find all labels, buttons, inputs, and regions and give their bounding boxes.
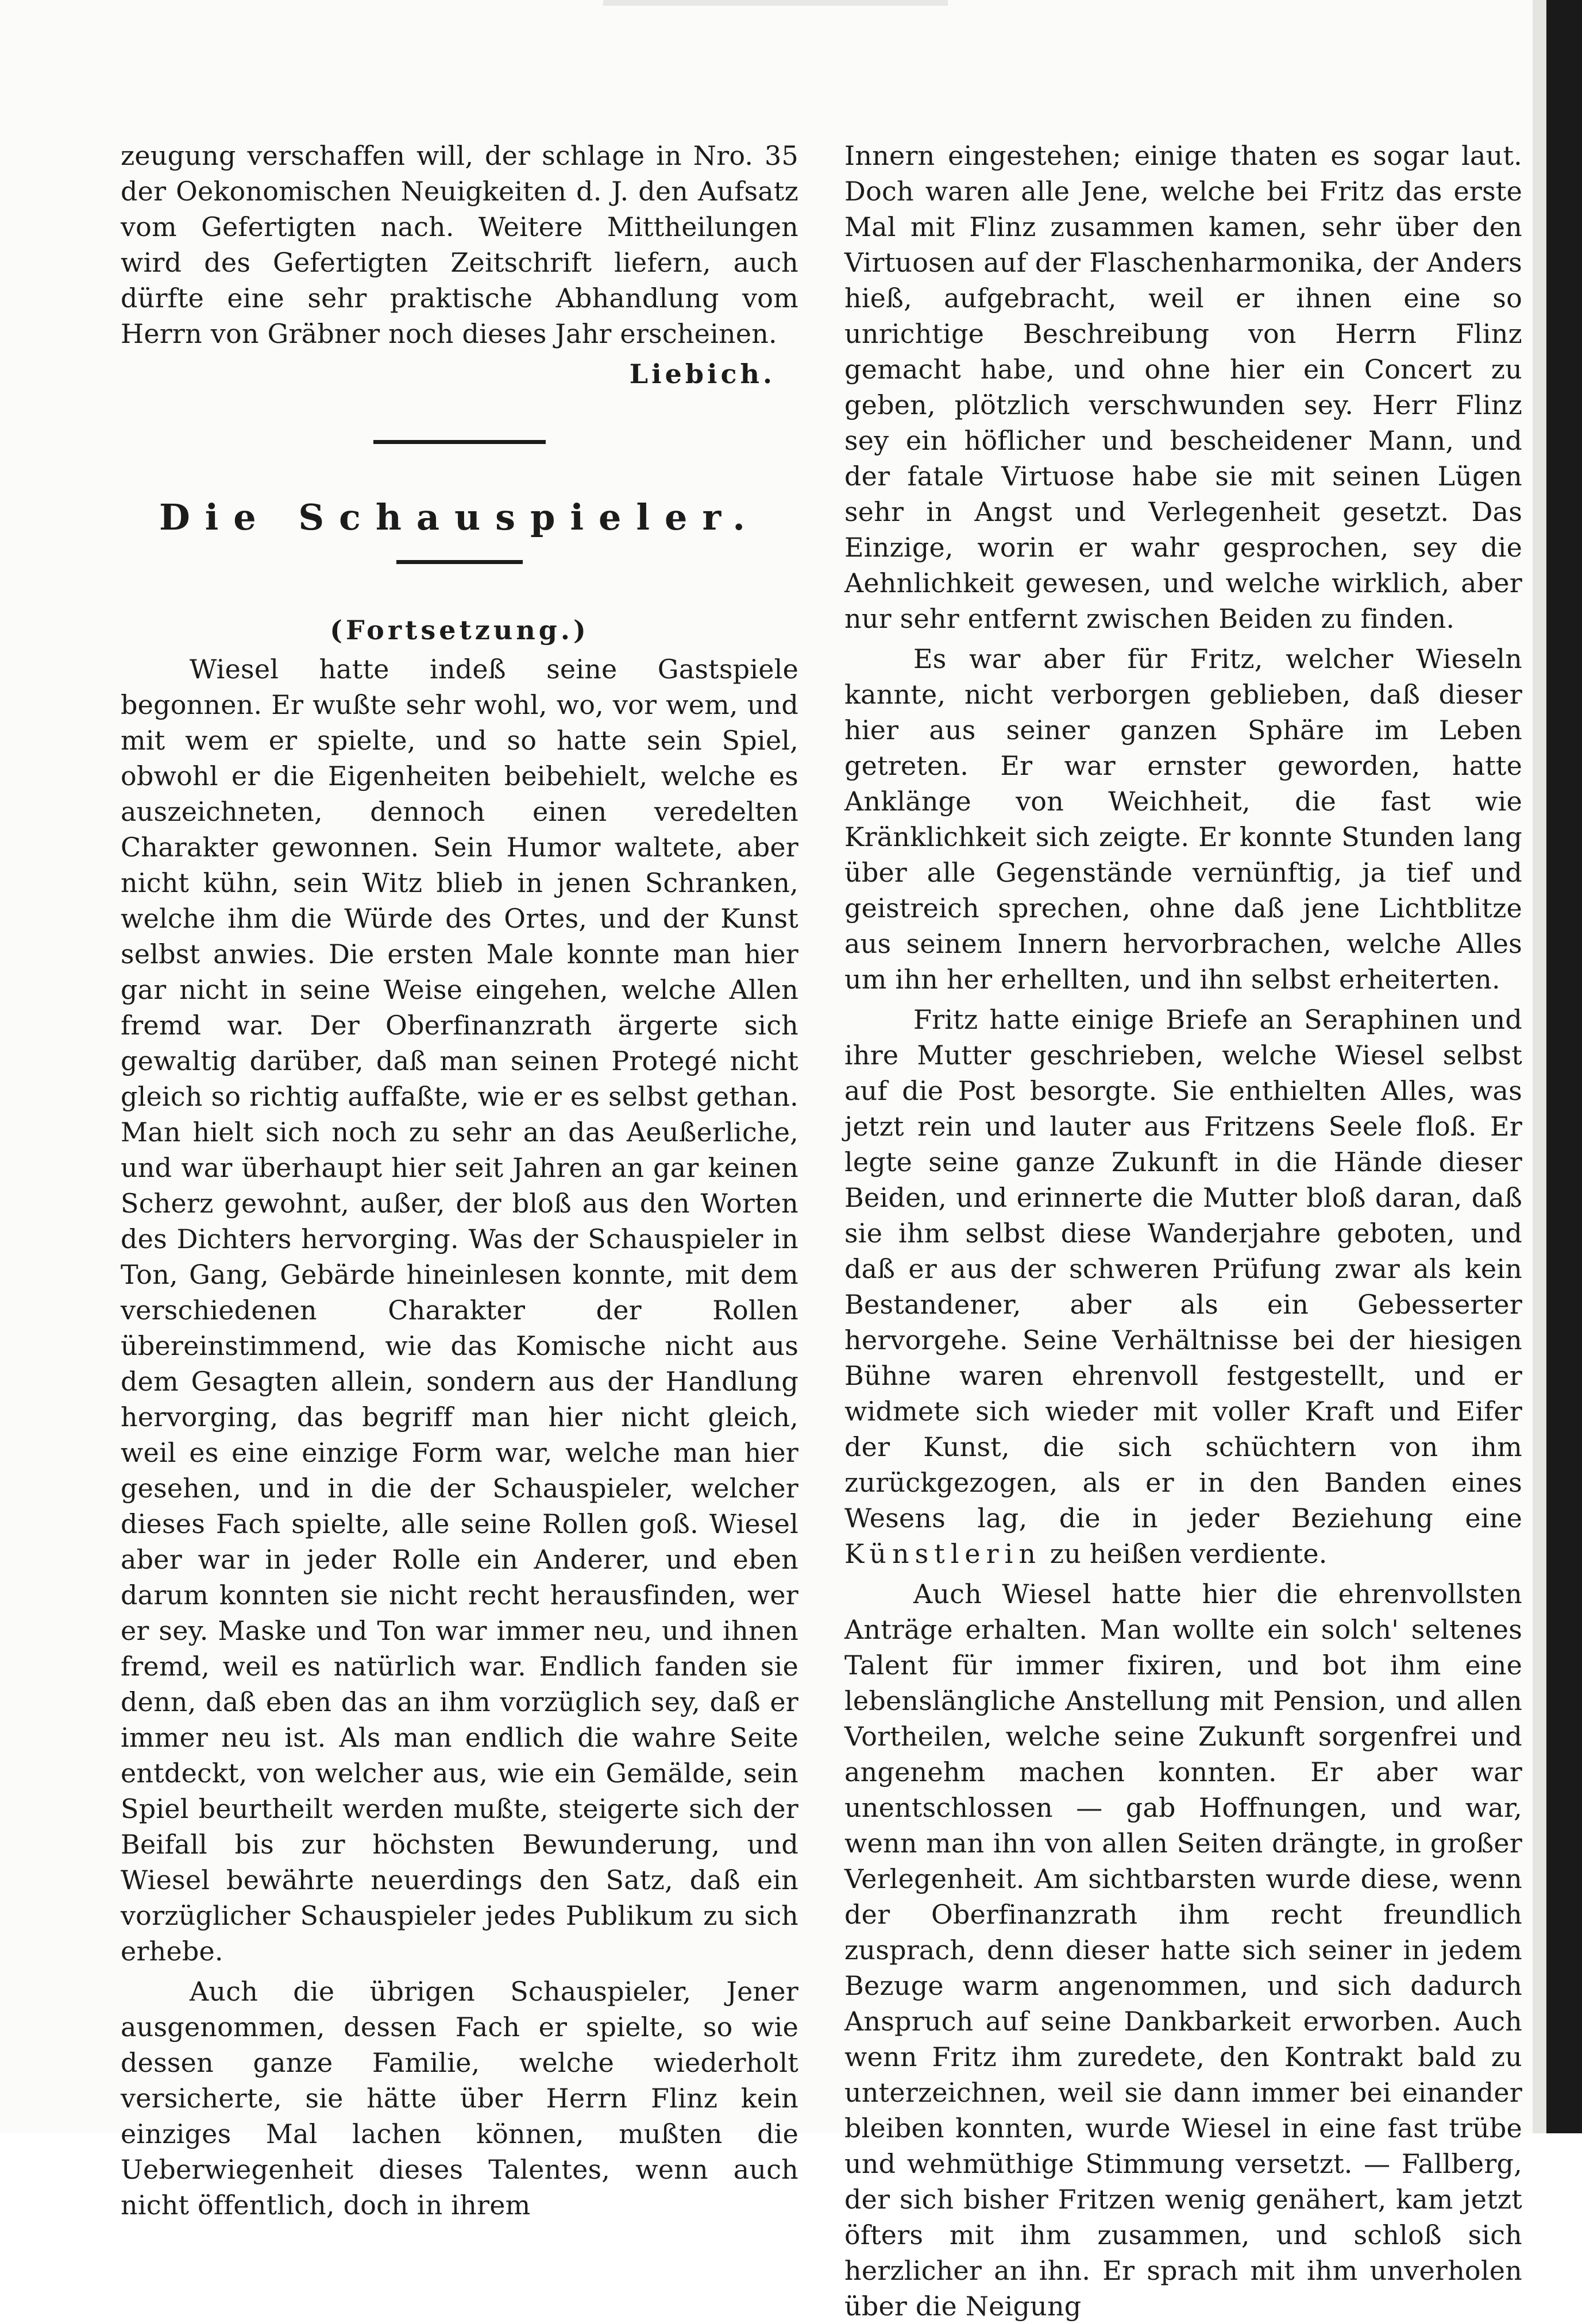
section-divider-bottom — [396, 560, 523, 564]
paragraph-text: Fritz hatte einige Briefe an Seraphinen und ihre Mutter geschrieben, welche Wiesel selbst auf die Post besorgte. Sie enthielten Alles, was jetzt rein und lauter aus Fritzens Seele floß. Er legte seine ganze Zukunft in die Hände dieser Beiden, und erinnerte die Mutter bloß daran, daß sie ihm selbst diese Wanderjahre geboten, und daß er aus der schweren Prüfung zwar als kein Bestandener, aber als ein Gebesserter hervorgehe. Seine Verhältnisse bei der hiesigen Bühne waren ehrenvoll festgestellt, und er widmete sich wieder mit voller Kraft und Eifer der Kunst, die sich schüchtern von ihm zurückgezogen, als er in den Banden eines Wesens lag, die in jeder Beziehung eine — [844, 1004, 1522, 1534]
section-divider-top — [373, 440, 546, 444]
body-paragraph: Auch die übrigen Schauspieler, Jener ausgenommen, dessen Fach er spielte, so wie dessen ganze Familie, welche wiederholt versicherte, sie hätte über Herrn Flinz kein einziges Mal lachen können, mußten die Ueberwiegenheit dieses Talentes, wenn auch nicht öffentlich, doch in ihrem — [121, 1976, 798, 2221]
body-paragraph: Es war aber für Fritz, welcher Wieseln kannte, nicht verborgen geblieben, daß dieser hier aus seiner ganzen Sphäre im Leben getreten. Er war ernster geworden, hatte Anklänge von Weichheit, die fast wie Kränklichkeit sich zeigte. Er konnte Stunden lang über alle Gegenstände vernünftig, ja tief und geistreich sprechen, ohne daß jene Lichtblitze aus seinem Innern hervorbrachen, welche Alles um ihn her erhellten, und ihn selbst erheiterten. — [844, 643, 1522, 995]
intro-paragraph: zeugung verschaffen will, der schlage in Nro. 35 der Oekonomischen Neuigkeiten d. J. den Aufsatz vom Gefertigten nach. Weitere Mittheilungen wird des Gefertigten Zeitschrift liefern, auch dürfte eine sehr praktische Abhandlung vom Herrn von Gräbner noch dieses Jahr erscheinen. — [121, 140, 798, 349]
body-paragraph: Auch Wiesel hatte hier die ehrenvollsten Anträge erhalten. Man wollte ein solch' seltenes Talent für immer fixiren, und bot ihm eine lebenslängliche Anstellung mit Pension, und allen Vortheilen, welche seine Zukunft sorgenfrei und angenehm machen konnten. Er aber war unentschlossen — gab Hoffnungen, und war, wenn man ihn von allen Seiten drängte, in großer Verlegenheit. Am sichtbarsten wurde diese, wenn der Oberfinanzrath ihm recht freundlich zusprach, denn dieser hatte sich seiner in jedem Bezuge warm angenommen, und sich dadurch Anspruch auf seine Dankbarkeit erworben. Auch wenn Fritz ihm zuredete, den Kontrakt bald zu unterzeichnen, weil sie dann immer bei einander bleiben konnten, wurde Wiesel in eine fast trübe und wehmüthige Stimmung versetzt. — Fallberg, der sich bisher Fritzen wenig genähert, kam jetzt öfters mit ihm zusammen, und schloß sich herzlicher an ihn. Er sprach mit ihm unverholen über die Neigung — [844, 1578, 1522, 2322]
section-title: Die Schauspieler. — [159, 496, 760, 538]
body-paragraph — [844, 1002, 1522, 1572]
emphasized-word: Künstlerin — [844, 1538, 1041, 1569]
author-signature: Liebich. — [629, 358, 775, 389]
top-edge-mark — [603, 0, 948, 6]
paragraph-text: zu heißen verdiente. — [1049, 1538, 1328, 1569]
body-paragraph: Wiesel hatte indeß seine Gastspiele begonnen. Er wußte sehr wohl, wo, vor wem, und mit wem er spielte, und so hatte sein Spiel, obwohl er die Eigenheiten beibehielt, welche es auszeichneten, dennoch einen veredelten Charakter gewonnen. Sein Humor waltete, aber nicht kühn, sein Witz blieb in jenen Schranken, welche ihm die Würde des Ortes, und der Kunst selbst anwies. Die ersten Male konnte man hier gar nicht in seine Weise eingehen, welche Allen fremd war. Der Oberfinanzrath ärgerte sich gewaltig darüber, daß man seinen Protegé nicht gleich so richtig auffaßte, wie er es selbst gethan. Man hielt sich noch zu sehr an das Aeußerliche, und war überhaupt hier seit Jahren an gar keinen Scherz gewohnt, außer, der bloß aus den Worten des Dichters hervorging. Was der Schauspieler in Ton, Gang, Gebärde hineinlesen konnte, mit dem verschiedenen Charakter der Rollen übereinstimmend, wie das Komische nicht aus dem Gesagten allein, sondern aus der Handlung hervorging, das begriff man hier nicht gleich, weil es eine einzige Form war, welche man hier gesehen, und in die der Schauspieler, welcher dieses Fach spielte, alle seine Rollen goß. Wiesel aber war in jeder Rolle ein Anderer, und eben darum konnten sie nicht recht herausfinden, wer er sey. Maske und Ton war immer neu, und ihnen fremd, weil es natürlich war. Endlich fanden sie denn, daß eben das an ihm vorzüglich sey, daß er immer neu ist. Als man endlich die wahre Seite entdeckt, von welcher aus, wie ein Gemälde, sein Spiel beurtheilt werden mußte, steigerte sich der Beifall bis zur höchsten Bewunderung, und Wiesel bewährte neuerdings den Satz, daß ein vorzüglicher Schauspieler jedes Publikum zu sich erhebe. — [121, 654, 798, 1967]
scan-dark-edge — [1546, 0, 1582, 2133]
section-subtitle: (Fortsetzung.) — [330, 615, 589, 646]
left-column — [121, 138, 798, 2223]
page-gutter-shadow — [1533, 0, 1546, 2133]
body-paragraph: Innern eingestehen; einige thaten es sogar laut. Doch waren alle Jene, welche bei Fritz das erste Mal mit Flinz zusammen kamen, sehr über den Virtuosen auf der Flaschenharmonika, der Anders hieß, aufgebracht, weil er ihnen eine so unrichtige Beschreibung von Herrn Flinz gemacht habe, und ohne hier ein Concert zu geben, plötzlich verschwunden sey. Herr Flinz sey ein höflicher und bescheidener Mann, und der fatale Virtuose habe sie mit seinen Lügen sehr in Angst und Verlegenheit gesetzt. Das Einzige, worin er wahr gesprochen, sey die Aehnlichkeit gewesen, und welche wirklich, aber nur sehr entfernt zwischen Beiden zu finden. — [844, 140, 1522, 634]
right-column — [844, 138, 1522, 2324]
